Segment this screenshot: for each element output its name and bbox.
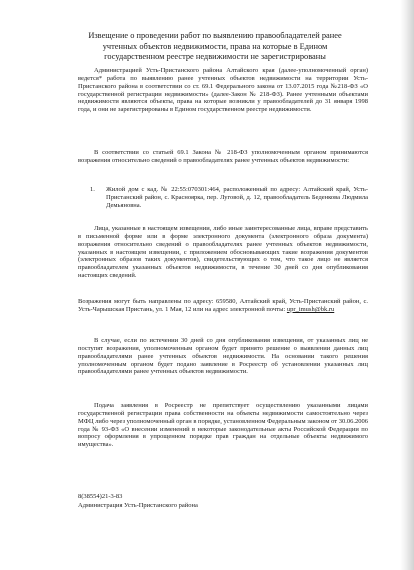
document-title: Извещение о проведении работ по выявлению правообладателей ранее учтенных объектов недвижимости, права на которые в Едином государственном реестре недвижимости не зарегистрированы <box>88 31 342 62</box>
phone-number: 8(38554)21-3-83 <box>78 493 123 500</box>
signature: Администрация Усть-Пристанского района <box>78 502 198 509</box>
paragraph-address <box>78 298 368 314</box>
list-item-number: 1. <box>90 186 95 193</box>
email-link[interactable]: upr_imush@bk.ru <box>286 305 335 313</box>
paragraph-intro: Администрацией Усть-Пристанского района Алтайского края (далее-уполномоченный орган) ведется* работа по выявлению ранее учтенных объектов недвижимости на территории Усть-Пристанского района в соответствии со ст. 69.1 Федерального закона от 13.07.2015 года №218-ФЗ «О государственной регистрации недвижимости» (далее-Закон № 218-ФЗ). Ранее учтенными объектами недвижимости являются объекты, права на которые возникли у правообладателей до 31 января 1998 года, и они не зарегистрированы в Едином государственном реестре недвижимости. <box>78 67 368 114</box>
page-edge-shadow <box>400 0 414 570</box>
list-item <box>90 186 368 210</box>
paragraph-rights: Лица, указанные в настоящем извещении, либо иные заинтересованные лица, вправе представить в письменной форме или в форме электронного документа (электронного образа документа) возражения относительно сведений о правообладателях ранее учтенных объектов недвижимости, указанных в настоящем извещении, с приложением обосновывающих такие возражения документов (электронных образов таких документов), свидетельствующих о том, что такое лицо не является правообладателем указанных объектов недвижимости, в течение 30 дней со дня опубликования настоящих сведений. <box>78 225 368 280</box>
paragraph-decision: В случае, если по истечении 30 дней со дня опубликования извещения, от указанных лиц не поступят возражения, уполномоченным органом будет принято решение о выявлении данных лиц правообладателями ранее учтенных объектов недвижимости. На основании такого решения уполномоченным органом будет подано заявление в Росреестр об установлении указанных лиц правообладателями ранее учтенных объектов недвижимости. <box>78 337 368 376</box>
paragraph-registration: Подача заявления в Росреестр не препятствует осуществлению указанными лицами государственной регистрации права собственности на объекты недвижимости самостоятельно через МФЦ либо через уполномоченный орган в порядке, установленном Федеральным законом от 30.06.2006 года № 93-ФЗ «О внесении изменений в некоторые законодательные акты Российской Федерации по вопросу оформления в упрощенном порядке прав граждан на отдельные объекты недвижимого имущества». <box>78 402 368 449</box>
address-text: Возражения могут быть направлены по адресу: 659580, Алтайский край, Усть-Пристанский район, с. Усть-Чарышская Пристань, ул. 1 Мая, 12 или на адрес электронной почты: <box>78 298 368 313</box>
list-item-text: Жилой дом с кад. № 22:55:070301:464, расположенный по адресу: Алтайский край, Усть-Пристанский район, с. Красноярка, пер. Луговой, д. 12, правообладатель Беденкова Людмила Демьяновна. <box>106 186 368 209</box>
paragraph-objections: В соответствии со статьей 69.1 Закона № 218-ФЗ уполномоченным органом принимаются возражения относительно сведений о правообладателях ранее учтенных объектов недвижимости: <box>78 149 368 164</box>
